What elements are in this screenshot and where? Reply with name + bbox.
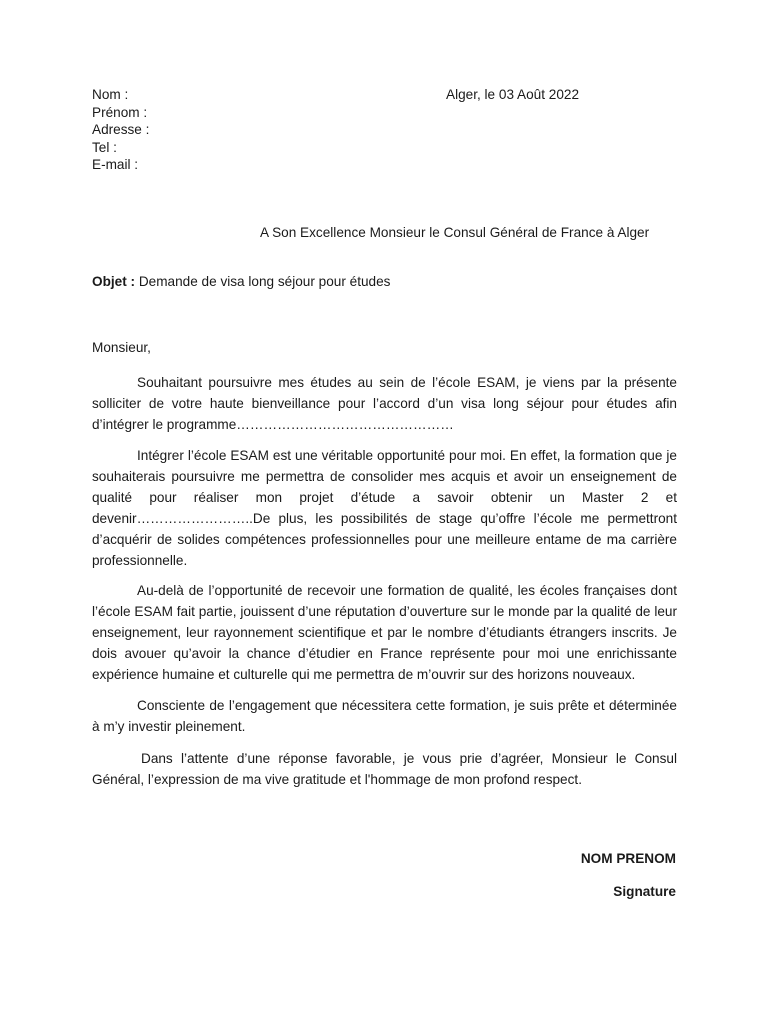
- body-paragraph-3: Au-delà de l’opportunité de recevoir une formation de qualité, les écoles françaises dont l’école ESAM fait partie, jouissent d’une réputation d’ouverture sur le monde par la qualité de leur enseignement, leur rayonnement scientifique et par le nombre d’étudiants étrangers inscrits. Je dois avouer qu’avoir la chance d’étudier en France représente pour moi une enrichissante expérience humaine et culturelle qui me permettra de m’ouvrir sur des horizons nouveaux.: [92, 583, 677, 682]
- signature-label: Signature: [613, 884, 676, 899]
- sender-adresse-label: Adresse :: [92, 122, 150, 138]
- recipient-line: A Son Excellence Monsieur le Consul Général de France à Alger: [260, 225, 650, 240]
- salutation: Monsieur,: [92, 340, 151, 355]
- letter-body: [92, 372, 677, 801]
- body-paragraph-5: Dans l’attente d’une réponse favorable, je vous prie d’agréer, Monsieur le Consul Général, l’expression de ma vive gratitude et l'hommage de mon profond respect.: [92, 751, 677, 787]
- subject-line: [92, 274, 390, 289]
- body-paragraph-1: Souhaitant poursuivre mes études au sein de l’école ESAM, je viens par la présente solliciter de votre haute bienveillance pour l’accord d’un visa long séjour pour études afin d’intégrer le programme…………………………………………: [92, 375, 677, 432]
- body-paragraph-2: Intégrer l’école ESAM est une véritable opportunité pour moi. En effet, la formation que je souhaiterais poursuivre me permettra de consolider mes acquis et avoir un enseignement de qualité pour réaliser mon projet d’étude a savoir obtenir un Master 2 et devenir……………………..De plus, les possibilités de stage qu’offre l’école me permettront d’acquérir de solides compétences professionnelles pour une meilleure entame de ma carrière professionnelle.: [92, 448, 677, 568]
- sender-prenom-label: Prénom :: [92, 104, 148, 120]
- sender-block: [92, 86, 149, 174]
- subject-label: Objet :: [92, 274, 136, 289]
- sender-nom-label: Nom :: [92, 87, 129, 102]
- body-paragraph-4: Consciente de l’engagement que nécessitera cette formation, je suis prête et déterminée à m’y investir pleinement.: [92, 698, 677, 734]
- subject-text: Demande de visa long séjour pour études: [135, 274, 391, 289]
- sender-tel-label: Tel :: [92, 139, 117, 155]
- place-date: Alger, le 03 Août 2022: [446, 87, 580, 102]
- sender-email-label: E-mail :: [92, 157, 139, 173]
- signer-name: NOM PRENOM: [580, 851, 676, 866]
